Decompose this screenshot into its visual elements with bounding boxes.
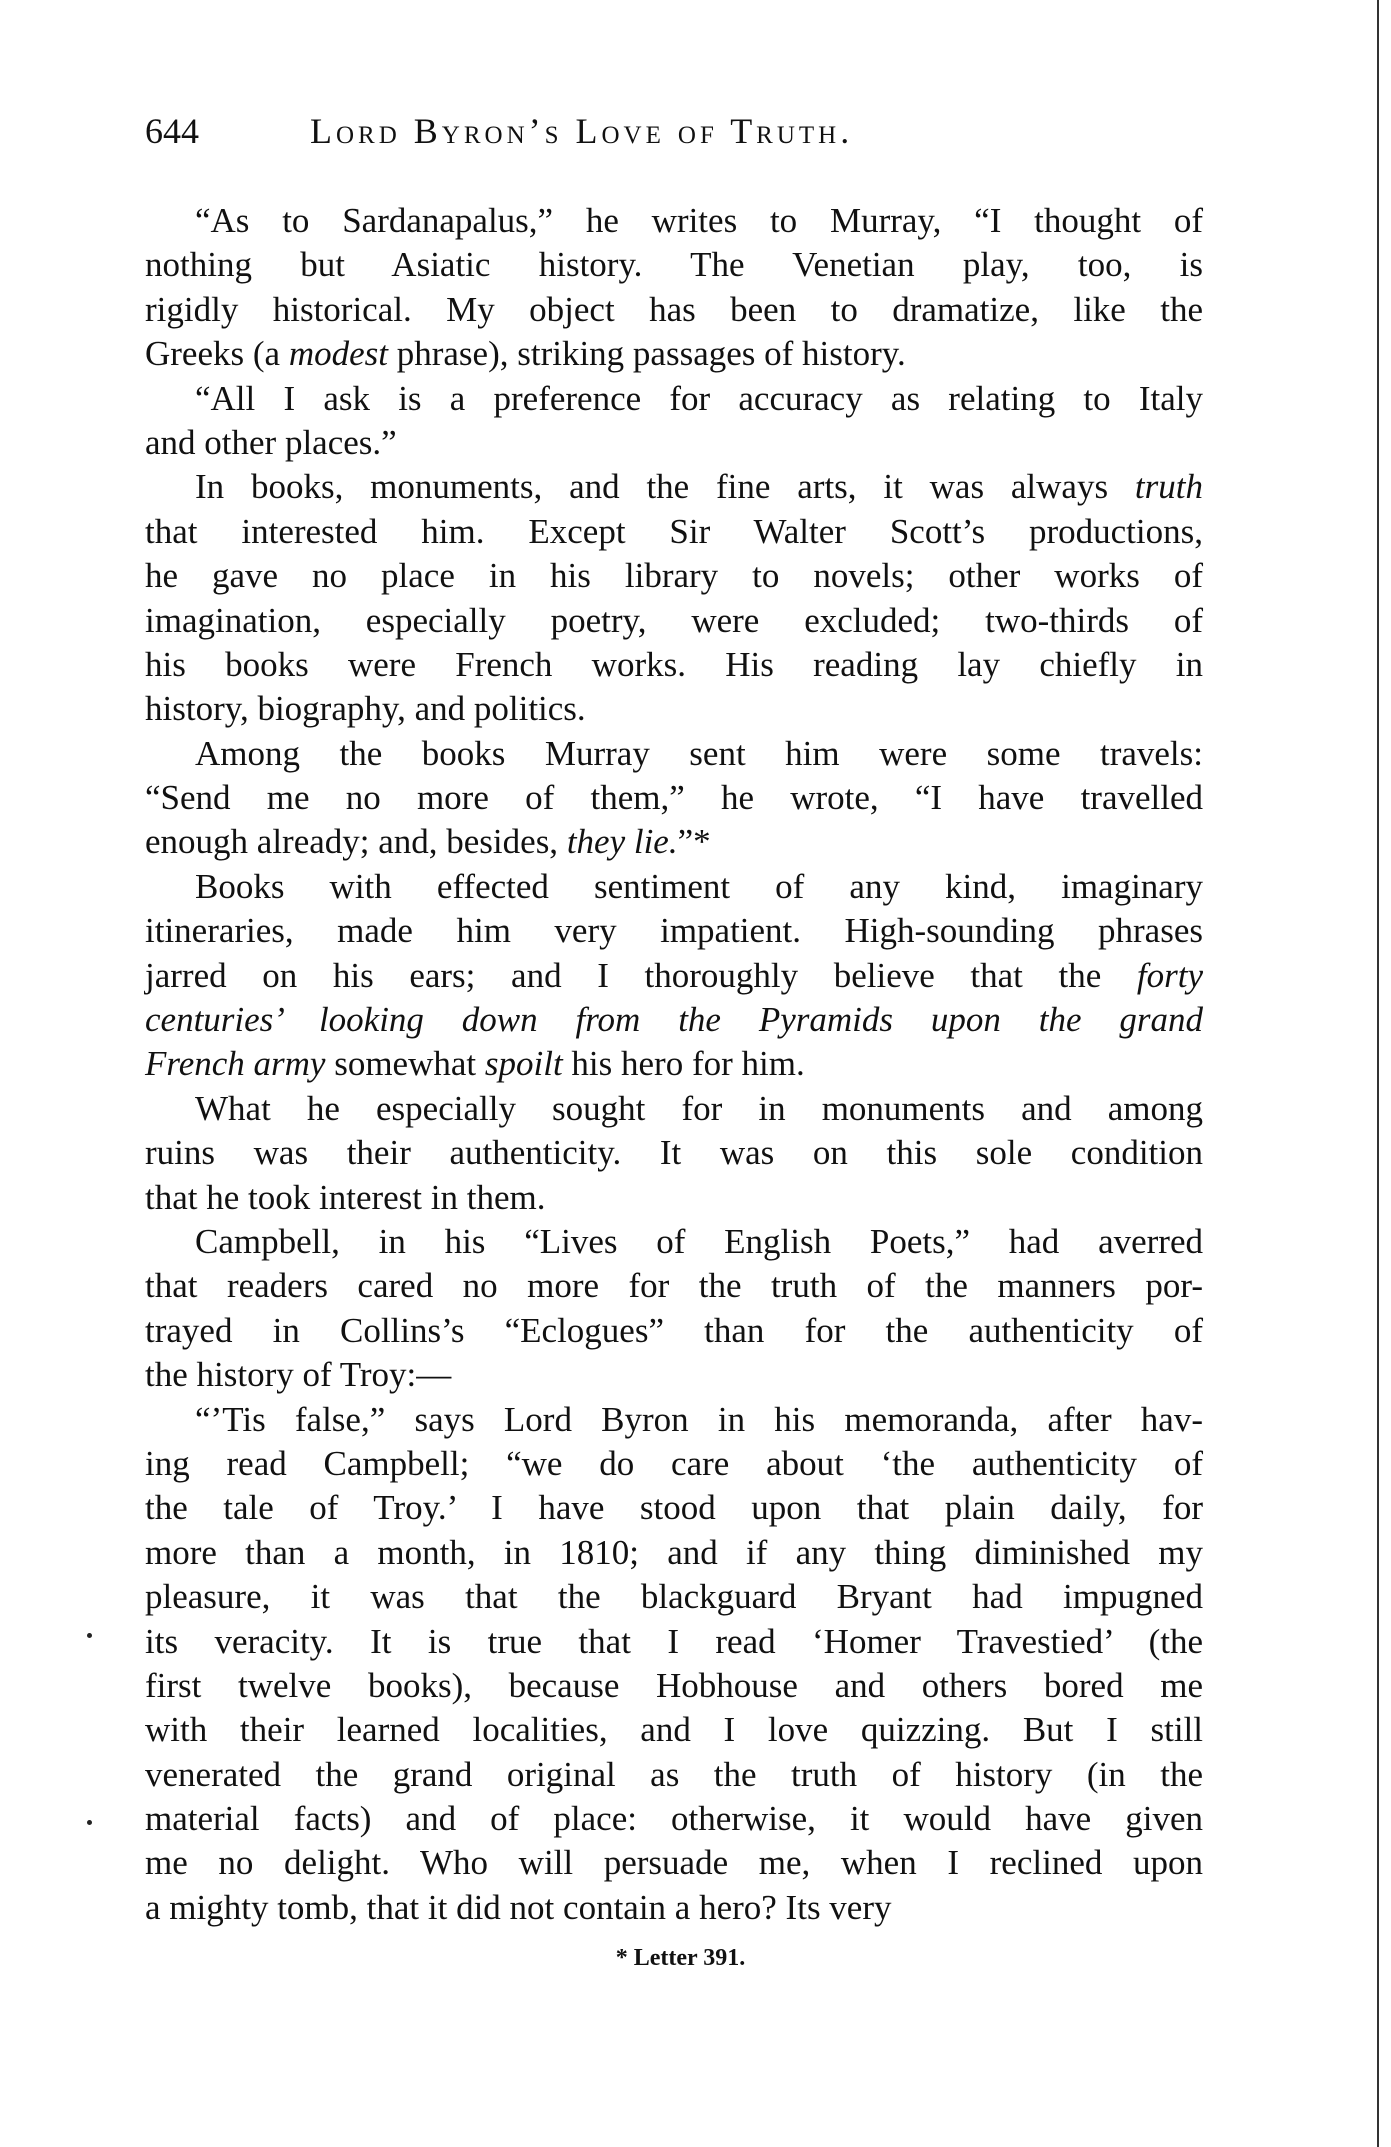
- footnote: [0, 1945, 1391, 1972]
- text-line: [145, 954, 1203, 998]
- text-line: [145, 421, 1203, 465]
- italic-text: spoilt: [484, 1044, 563, 1084]
- text-line: [145, 865, 1203, 909]
- text-segment: Among the books Murray sent him were some travels:: [195, 733, 1203, 773]
- text-segment: his books were French works. His reading lay chiefly in: [145, 644, 1203, 684]
- text-segment: In books, monuments, and the fine arts, it was always: [195, 467, 1135, 507]
- page-edge-line: [1377, 0, 1379, 2147]
- text-line: [145, 1575, 1203, 1619]
- text-line: [145, 199, 1203, 243]
- italic-text: modest: [288, 334, 388, 374]
- text-line: [145, 288, 1203, 332]
- text-segment: enough already; and, besides,: [145, 822, 567, 862]
- italic-text: forty: [1136, 955, 1203, 995]
- text-segment: that he took interest in them.: [145, 1177, 546, 1217]
- text-line: [145, 1753, 1203, 1797]
- text-segment: and other places.”: [145, 422, 397, 462]
- text-line: [145, 732, 1203, 776]
- text-segment: somewhat: [325, 1044, 485, 1084]
- text-segment: Campbell, in his “Lives of English Poets,” had averred: [195, 1221, 1203, 1261]
- text-line: [145, 1087, 1203, 1131]
- text-segment: pleasure, it was that the blackguard Bryant had impugned: [145, 1577, 1203, 1617]
- text-segment: that readers cared no more for the truth of the manners por-: [145, 1266, 1203, 1306]
- text-segment: he gave no place in his library to novels; other works of: [145, 556, 1203, 596]
- text-line: [145, 1042, 1203, 1086]
- text-line: [145, 599, 1203, 643]
- text-segment: jarred on his ears; and I thoroughly believe that the: [145, 955, 1137, 995]
- text-line: [145, 1664, 1203, 1708]
- text-line: [145, 1309, 1203, 1353]
- text-segment: trayed in Collins’s “Eclogues” than for the authenticity of: [145, 1310, 1203, 1350]
- running-title: Lord Byron’s Love of Truth.: [310, 111, 854, 151]
- text-segment: his hero for him.: [562, 1044, 805, 1084]
- text-segment: Greeks (a: [145, 334, 289, 374]
- text-segment: ”*: [677, 822, 711, 862]
- text-line: [145, 998, 1203, 1042]
- text-line: [145, 643, 1203, 687]
- text-segment: that interested him. Except Sir Walter Scott’s productions,: [145, 511, 1203, 551]
- text-segment: rigidly historical. My object has been to dramatize, like the: [145, 289, 1203, 329]
- text-line: [145, 1442, 1203, 1486]
- text-line: [145, 1531, 1203, 1575]
- text-line: [145, 1708, 1203, 1752]
- text-line: [145, 776, 1203, 820]
- body-text: [145, 199, 1203, 1930]
- text-line: [145, 820, 1203, 864]
- text-line: [145, 243, 1203, 287]
- italic-text: they lie.: [566, 822, 678, 862]
- text-segment: Books with effected sentiment of any kind, imaginary: [195, 866, 1203, 906]
- text-line: [145, 1797, 1203, 1841]
- text-segment: first twelve books), because Hobhouse and others bored me: [145, 1665, 1203, 1705]
- text-segment: the history of Troy:—: [145, 1355, 452, 1395]
- text-line: [145, 377, 1203, 421]
- text-line: [145, 465, 1203, 509]
- text-segment: its veracity. It is true that I read ‘Homer Travestied’ (the: [145, 1621, 1203, 1661]
- text-line: [145, 1841, 1203, 1885]
- text-segment: venerated the grand original as the truth of history (in the: [145, 1754, 1203, 1794]
- text-segment: ing read Campbell; “we do care about ‘the authenticity of: [145, 1443, 1203, 1483]
- text-line: [145, 1264, 1203, 1308]
- running-header: [145, 110, 1205, 160]
- text-line: [145, 1220, 1203, 1264]
- text-segment: itineraries, made him very impatient. High-sounding phrases: [145, 911, 1203, 951]
- text-line: [145, 510, 1203, 554]
- text-segment: ruins was their authenticity. It was on this sole condition: [145, 1133, 1203, 1173]
- paragraph: [145, 1220, 1203, 1398]
- text-line: [145, 1886, 1203, 1930]
- text-segment: a mighty tomb, that it did not contain a hero? Its very: [145, 1887, 892, 1927]
- text-segment: more than a month, in 1810; and if any thing diminished my: [145, 1532, 1203, 1572]
- text-segment: the tale of Troy.’ I have stood upon that plain daily, for: [145, 1488, 1203, 1528]
- text-segment: phrase), striking passages of history.: [387, 334, 906, 374]
- text-line: [145, 687, 1203, 731]
- text-segment: “Send me no more of them,” he wrote, “I have travelled: [145, 778, 1203, 818]
- paragraph: [145, 465, 1203, 731]
- text-line: [145, 1176, 1203, 1220]
- text-line: [145, 909, 1203, 953]
- text-line: [145, 1486, 1203, 1530]
- paragraph: [145, 732, 1203, 865]
- text-segment: What he especially sought for in monuments and among: [195, 1088, 1203, 1128]
- text-segment: history, biography, and politics.: [145, 689, 586, 729]
- text-segment: “All I ask is a preference for accuracy as relating to Italy: [195, 378, 1203, 418]
- text-line: [145, 554, 1203, 598]
- paragraph: [145, 199, 1203, 377]
- text-segment: “As to Sardanapalus,” he writes to Murray, “I thought of: [195, 201, 1203, 240]
- text-segment: “’Tis false,” says Lord Byron in his memoranda, after hav-: [195, 1399, 1203, 1439]
- text-line: [145, 332, 1203, 376]
- paragraph: [145, 377, 1203, 466]
- text-segment: imagination, especially poetry, were excluded; two-thirds of: [145, 600, 1203, 640]
- footnote-text: * Letter 391.: [615, 1945, 746, 1971]
- paragraph: [145, 865, 1203, 1087]
- scan-speck: [87, 1820, 92, 1825]
- text-segment: nothing but Asiatic history. The Venetian play, too, is: [145, 245, 1203, 285]
- text-segment: with their learned localities, and I love quizzing. But I still: [145, 1710, 1203, 1750]
- italic-text: French army: [145, 1044, 326, 1084]
- text-segment: me no delight. Who will persuade me, when I reclined upon: [145, 1843, 1203, 1883]
- text-line: [145, 1620, 1203, 1664]
- paragraph: [145, 1398, 1203, 1931]
- paragraph: [145, 1087, 1203, 1220]
- text-segment: material facts) and of place: otherwise, it would have given: [145, 1799, 1203, 1839]
- scan-speck: [87, 1633, 92, 1638]
- text-line: [145, 1131, 1203, 1175]
- italic-text: truth: [1134, 467, 1203, 507]
- page-number: 644: [145, 111, 199, 151]
- text-line: [145, 1353, 1203, 1397]
- text-line: [145, 1398, 1203, 1442]
- italic-text: centuries’ looking down from the Pyramids upon the grand: [145, 1000, 1203, 1040]
